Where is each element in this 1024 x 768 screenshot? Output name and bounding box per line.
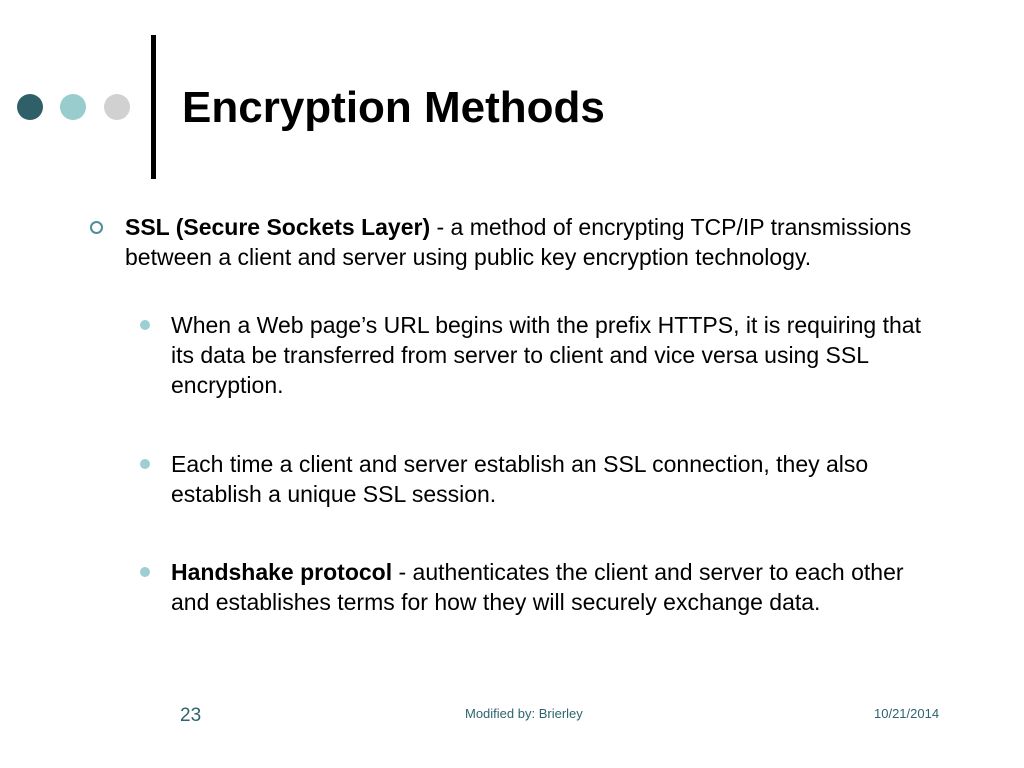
bullet-term: SSL (Secure Sockets Layer) (125, 214, 431, 240)
sub-bullet-handshake (171, 557, 941, 617)
bullet-circle-icon (90, 221, 103, 234)
sub-bullet-text: When a Web page’s URL begins with the prefix HTTPS, it is requiring that its data be transferred from server to client and vice versa using SSL encryption. (171, 312, 921, 398)
footer-modified-by: Modified by: Brierley (465, 706, 583, 721)
page-number: 23 (180, 705, 202, 726)
footer-date: 10/21/2014 (874, 706, 940, 721)
sub-bullet-session (171, 449, 941, 509)
sub-bullet-text: Each time a client and server establish an SSL connection, they also establish a unique SSL session. (171, 451, 869, 507)
sub-bullet-text: - authenticates the client and server to each other and establishes terms for how they will securely exchange data. (171, 559, 904, 615)
sub-bullet-term: Handshake protocol (171, 559, 393, 585)
sub-bullet-dot-icon (140, 320, 150, 330)
sub-bullet-https (171, 310, 941, 400)
sub-bullet-dot-icon (140, 567, 150, 577)
slide-title: Encryption Methods (182, 83, 605, 132)
bullet-text: - a method of encrypting TCP/IP transmissions between a client and server using public key encryption technology. (125, 214, 912, 270)
sub-bullet-dot-icon (140, 459, 150, 469)
bullet-ssl (125, 212, 945, 272)
